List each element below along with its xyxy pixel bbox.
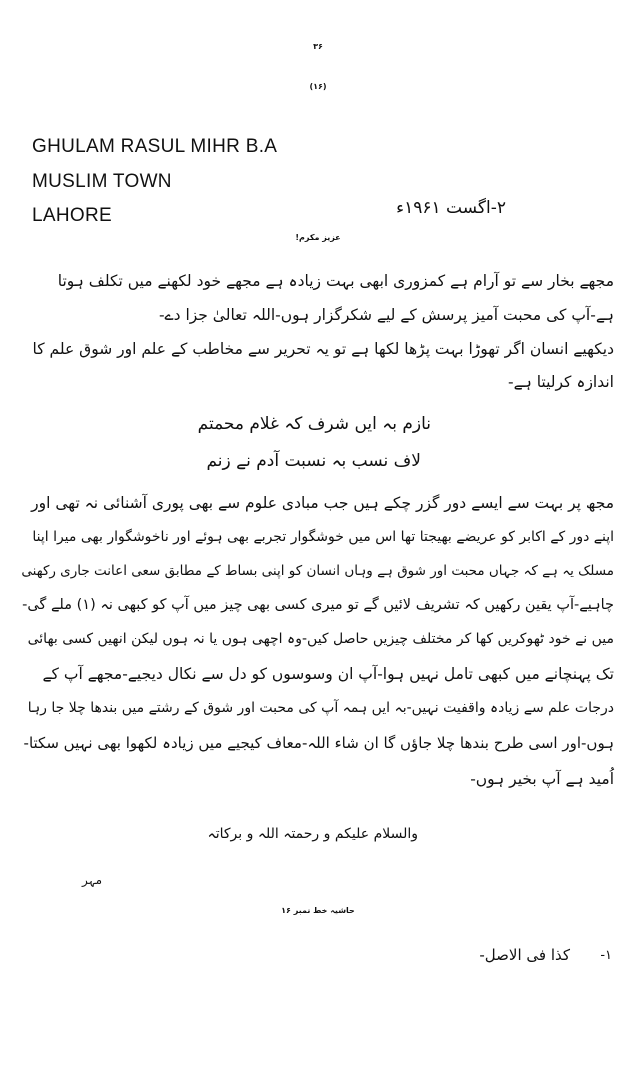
verse-line: لاف نسب بہ نسبت آدم نے زنم: [206, 451, 421, 471]
paragraph2-line: تک پہنچانے میں کبھی تامل نہیں ہوا-آپ ان وسوسوں کو دل سے نکال دیجیے-مجھے آپ کے: [42, 665, 614, 683]
paragraph2-line: اُمید ہے آپ بخیر ہوں-: [470, 770, 614, 788]
paragraph1-line: دیکھیے انسان اگر تھوڑا بہت پڑھا لکھا ہے تو یہ تحریر سے مخاطب کے علم اور شوق علم کا: [32, 340, 614, 358]
salutation: عزیز مکرم!: [295, 233, 341, 242]
footnote-heading: حاشیہ خط نمبر ۱۶: [281, 906, 355, 915]
paragraph2-line: میں نے خود ٹھوکریں کھا کر مختلف چیزیں حاصل کیں-وہ اچھی ہوں یا نہ ہوں لیکن انھیں کسی بھائی: [27, 631, 614, 647]
paragraph2-line: اپنے دور کے اکابر کو عریضے بھیجتا تھا اس میں خوشگوار تجربے بھی ہوئے اور ناخوشگوار بھی میرا اپنا: [32, 529, 614, 545]
letter-date: ۲-اگست ۱۹۶۱ء: [396, 198, 506, 218]
footnote-number: ۱-: [600, 948, 612, 963]
sender-name: GHULAM RASUL MIHR B.A: [32, 136, 278, 157]
verse-line: نازم بہ ایں شرف کہ غلام محمتم: [197, 414, 431, 434]
seal-mark: مہر: [82, 873, 103, 887]
paragraph2-line: مسلک یہ ہے کہ جہاں محبت اور شوق ہے وہاں انسان کو اپنی بساط کے مطابق سعی اعانت جاری رکھنی: [21, 563, 614, 579]
page-number: ۳۶: [313, 42, 323, 51]
letter-number: (۱۶): [309, 82, 327, 91]
paragraph2-line: مجھ پر بہت سے ایسے دور گزر چکے ہیں جب مبادی علوم سے بھی پوری آشنائی نہ تھی اور: [31, 494, 614, 512]
sender-city: LAHORE: [32, 205, 112, 226]
paragraph1-line: ہے-آپ کی محبت آمیز پرسش کے لیے شکرگزار ہوں-اللہ تعالیٰ جزا دے-: [158, 306, 614, 324]
paragraph1-line: مجھے بخار سے تو آرام ہے کمزوری ابھی بہت زیادہ ہے مجھے خود لکھنے میں تکلف ہوتا: [57, 272, 614, 290]
paragraph2-line: چاہیے-آپ یقین رکھیں کہ تشریف لائیں گے تو میری کسی بھی چیز میں آپ کو کبھی نہ (۱) ملے گی-: [22, 597, 614, 613]
closing-salutation: والسلام علیکم و رحمتہ اللہ و برکاتہ: [207, 826, 418, 842]
paragraph1-line: اندازہ کرلیتا ہے-: [508, 373, 614, 391]
sender-locality: MUSLIM TOWN: [32, 171, 172, 192]
paragraph2-line: درجات علم سے زیادہ واقفیت نہیں-بہ ایں ہمہ آپ کی محبت اور شوق کے رشتے میں بندھا چلا جا رہا: [27, 700, 614, 716]
paragraph2-line: ہوں-اور اسی طرح بندھا چلا جاؤں گا ان شاء اللہ-معاف کیجیے میں زیادہ لکھوا بھی نہیں سکتا-: [23, 734, 614, 752]
footnote-text: کذا فی الاصل-: [479, 946, 570, 964]
